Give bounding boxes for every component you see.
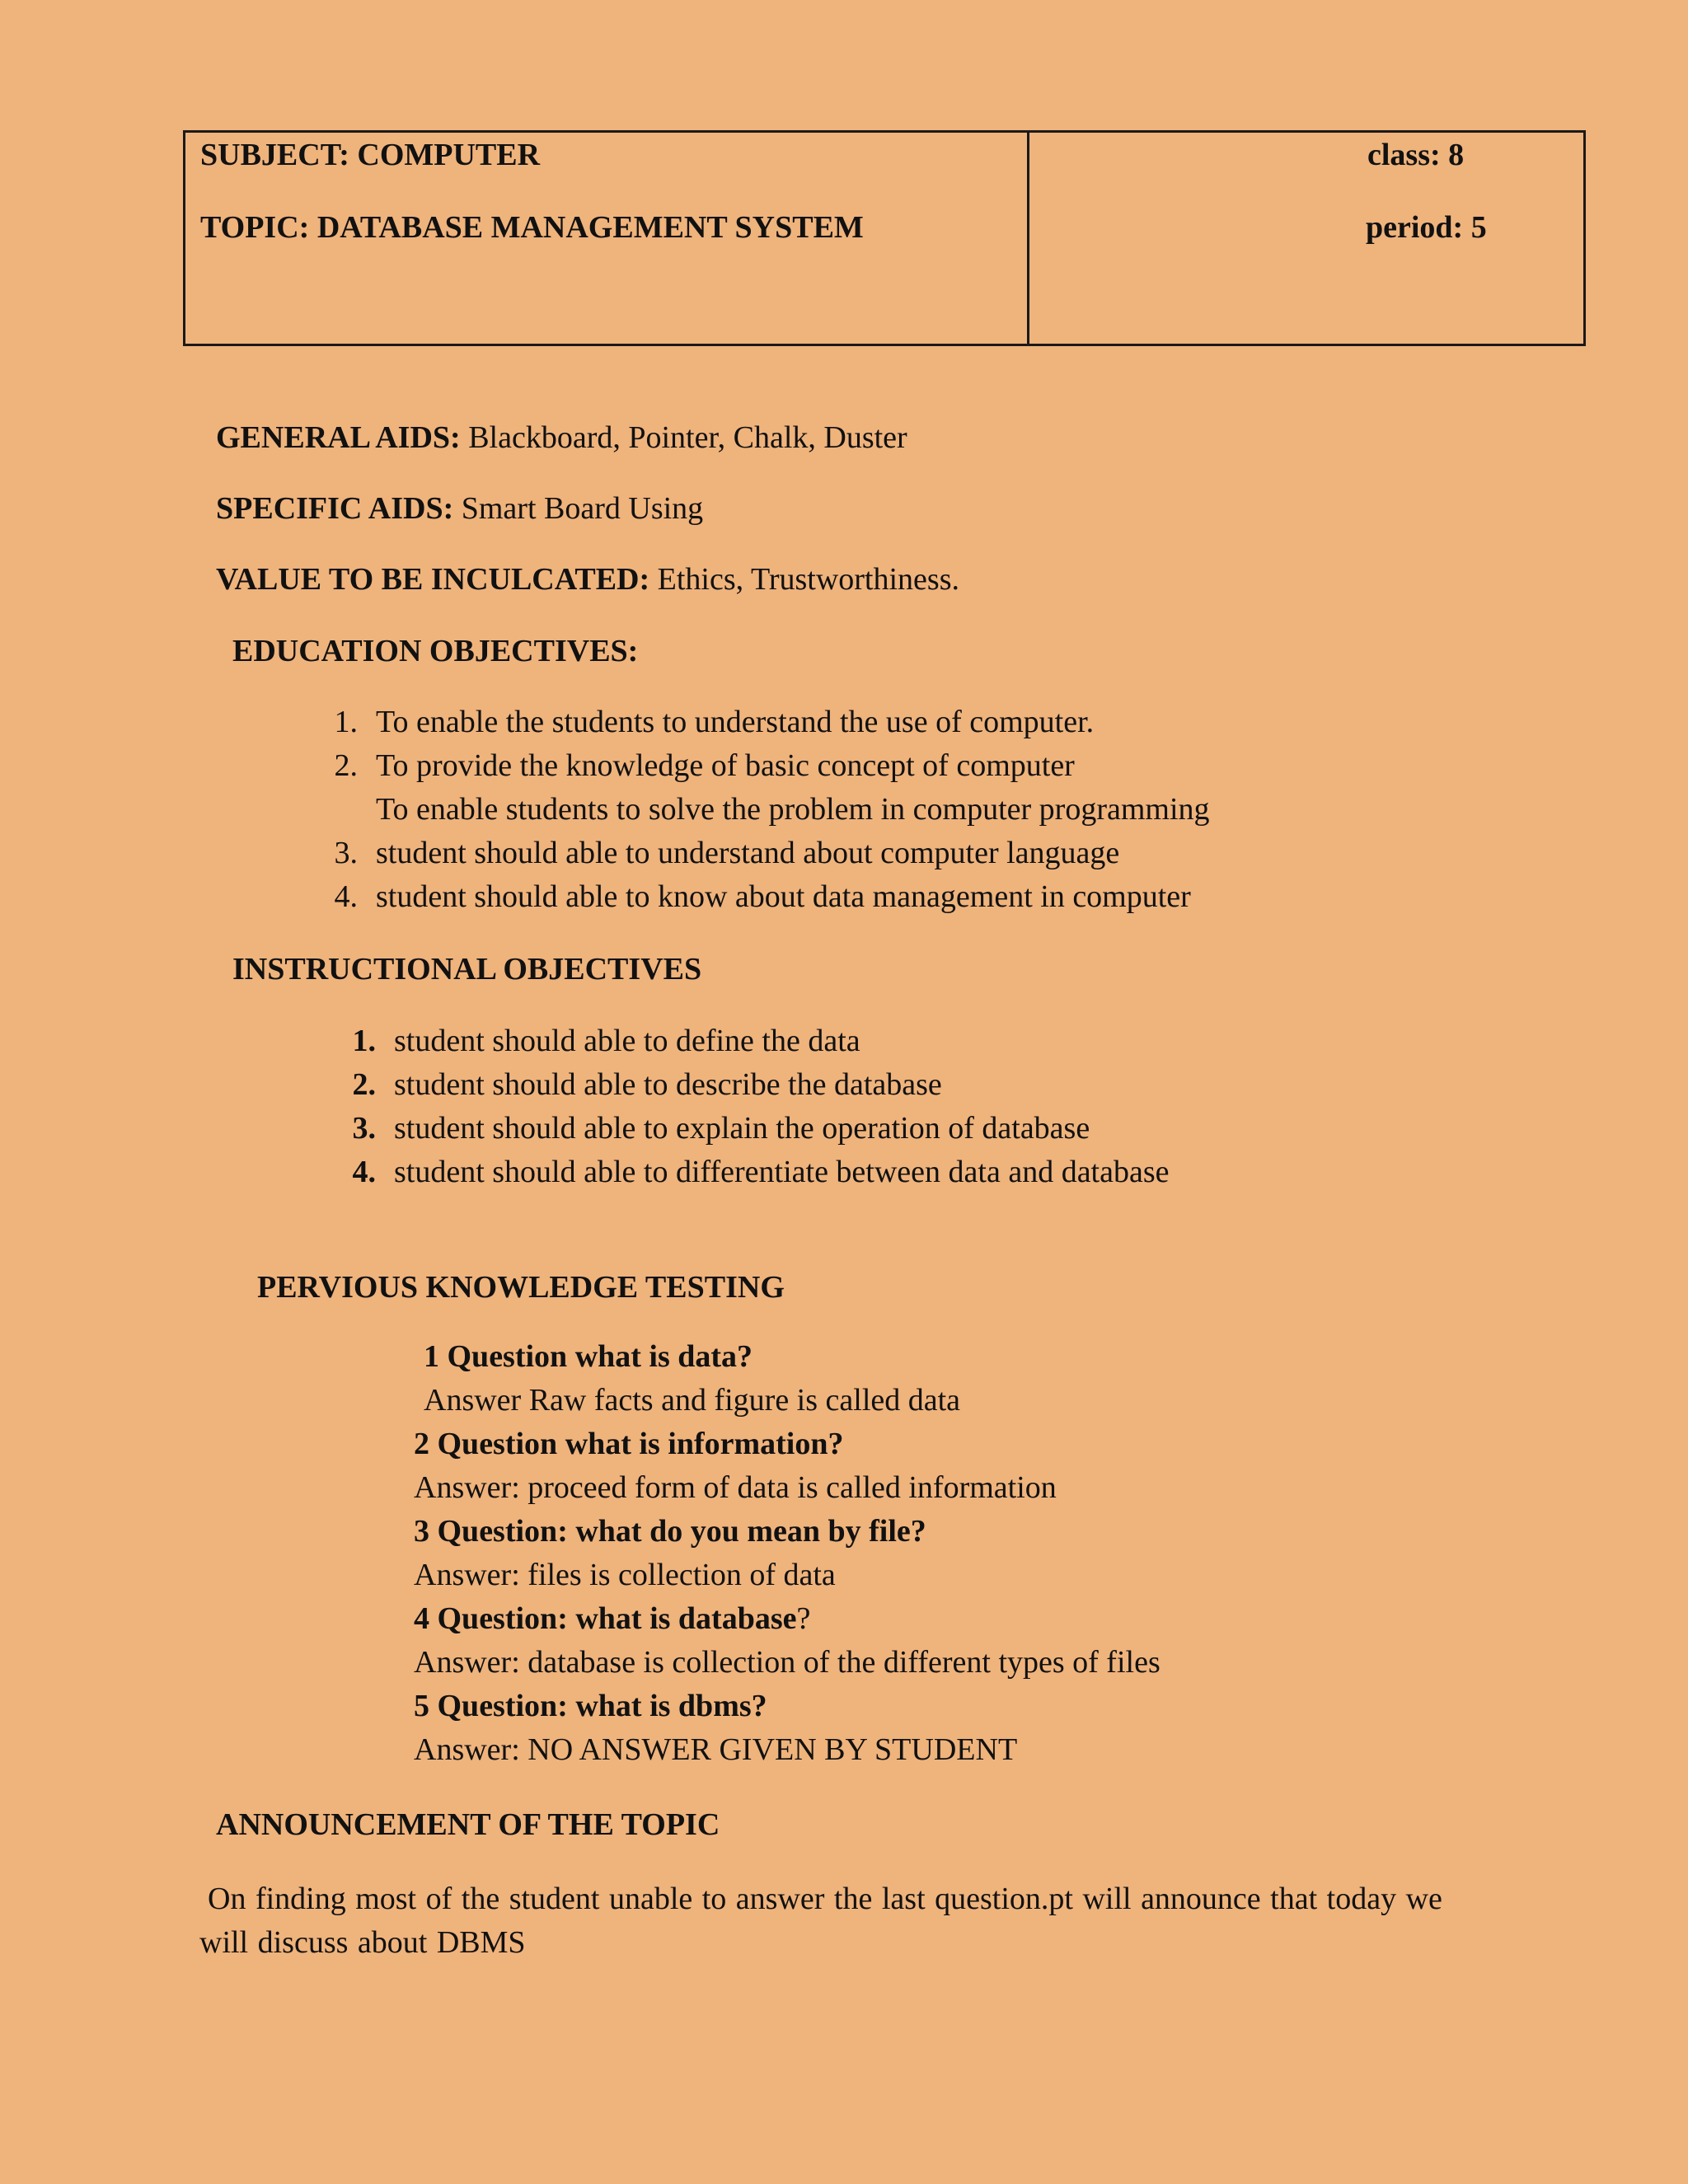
list-item: 4. student should able to differentiate between data and database: [352, 1155, 1170, 1189]
question-answer-list: [414, 1335, 1160, 1772]
general-aids-value: Blackboard, Pointer, Chalk, Duster: [460, 420, 907, 455]
answer-2: Answer: proceed form of data is called information: [414, 1470, 1057, 1505]
announcement-line-2: will discuss about DBMS: [199, 1925, 526, 1960]
period-label: period: 5: [1366, 210, 1487, 245]
value-inculcated-value: Ethics, Trustworthiness.: [649, 562, 959, 597]
list-item: 3. student should able to explain the operation of database: [352, 1111, 1090, 1146]
general-aids: [216, 422, 907, 453]
question-3: 3 Question: what do you mean by file?: [414, 1514, 926, 1549]
question-5: 5 Question: what is dbms?: [414, 1689, 767, 1723]
question-4-text: 4 Question: what is database: [414, 1601, 797, 1636]
value-inculcated-label: VALUE TO BE INCULCATED:: [216, 562, 650, 597]
answer-1: Answer Raw facts and figure is called data: [424, 1383, 961, 1418]
announcement-paragraph: [199, 1877, 1493, 1965]
value-inculcated: [216, 564, 959, 595]
general-aids-label: GENERAL AIDS:: [216, 420, 461, 455]
header-right-cell: [1029, 133, 1583, 344]
list-item: 4. student should able to know about data management in computer: [334, 879, 1191, 914]
subject-label: SUBJECT: COMPUTER: [200, 138, 541, 172]
header-table: [183, 130, 1586, 346]
education-objectives-heading: EDUCATION OBJECTIVES:: [232, 634, 639, 668]
specific-aids-label: SPECIFIC AIDS:: [216, 491, 454, 526]
list-item: To enable students to solve the problem in computer programming: [376, 792, 1210, 827]
list-item: 1. To enable the students to understand the use of computer.: [334, 705, 1095, 739]
class-label: class: 8: [1367, 138, 1465, 172]
instructional-objectives-heading: INSTRUCTIONAL OBJECTIVES: [232, 952, 702, 987]
question-2: 2 Question what is information?: [414, 1427, 844, 1461]
question-4: [414, 1597, 1160, 1641]
list-item: 3. student should able to understand about computer language: [334, 836, 1120, 870]
previous-knowledge-heading: PERVIOUS KNOWLEDGE TESTING: [257, 1270, 785, 1305]
announcement-line-1: On finding most of the student unable to answer the last question.pt will announce that today we: [208, 1882, 1442, 1916]
instructional-objectives-list: [345, 1019, 1170, 1194]
question-1: 1 Question what is data?: [424, 1339, 753, 1374]
list-item: 2. To provide the knowledge of basic concept of computer: [334, 748, 1075, 783]
answer-3: Answer: files is collection of data: [414, 1558, 836, 1592]
list-item: 2. student should able to describe the database: [352, 1067, 942, 1102]
topic-label: TOPIC: DATABASE MANAGEMENT SYSTEM: [200, 210, 864, 245]
announcement-heading: ANNOUNCEMENT OF THE TOPIC: [216, 1807, 720, 1842]
answer-4: Answer: database is collection of the different types of files: [414, 1645, 1160, 1680]
specific-aids: [216, 493, 703, 524]
question-4-mark: ?: [796, 1601, 811, 1636]
education-objectives-list: [328, 701, 1210, 919]
specific-aids-value: Smart Board Using: [453, 491, 704, 526]
list-item: 1. student should able to define the data: [352, 1024, 860, 1058]
answer-5: Answer: NO ANSWER GIVEN BY STUDENT: [414, 1732, 1018, 1767]
header-left-cell: [185, 133, 1029, 344]
